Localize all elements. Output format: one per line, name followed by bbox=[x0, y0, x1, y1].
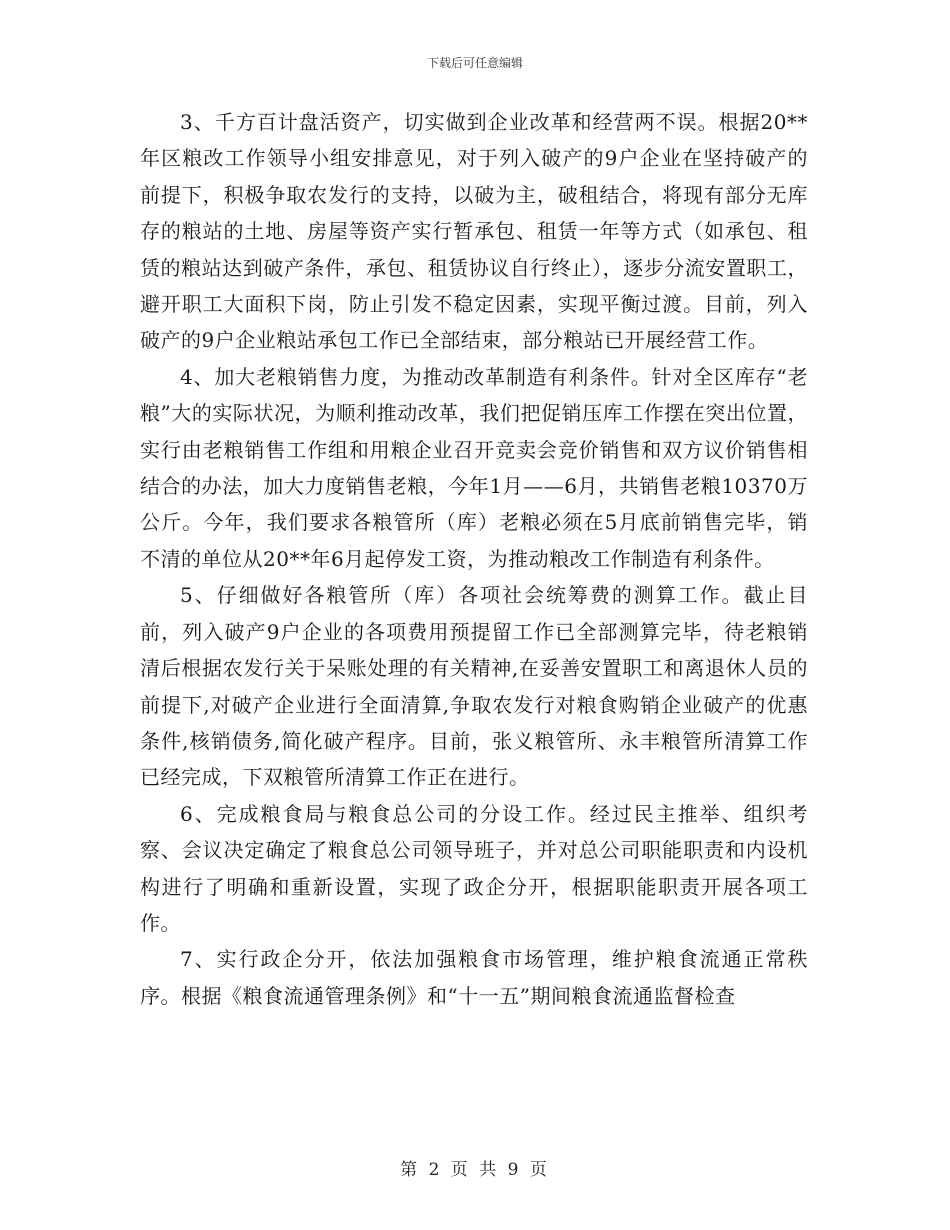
paragraph-3: 3、千方百计盘活资产，切实做到企业改革和经营两不误。根据20**年区粮改工作领导小组安排意见，对于列入破产的9户企业在坚持破产的前提下，积极争取农发行的支持，以破为主，破租结合，将现有部分无库存的粮站的土地、房屋等资产实行暂承包、租赁一年等方式（如承包、租赁的粮站达到破产条件，承包、租赁协议自行终止），逐步分流安置职工，避开职工大面积下岗，防止引发不稳定因素，实现平衡过渡。目前，列入破产的9户企业粮站承包工作已全部结束，部分粮站已开展经营工作。 bbox=[140, 110, 808, 353]
page-header: 下载后可任意编辑 bbox=[426, 56, 523, 70]
page-number: 第 2 页 共 9 页 bbox=[400, 1160, 550, 1180]
paragraph-4: 4、加大老粮销售力度，为推动改革制造有利条件。针对全区库存“老粮”大的实际状况，为顺利推动改革，我们把促销压库工作摆在突出位置，实行由老粮销售工作组和用粮企业召开竞卖会竞价销售和双方议价销售相结合的办法，加大力度销售老粮，今年1月——6月，共销售老粮10370万公斤。今年，我们要求各粮管所（库）老粮必须在5月底前销售完毕，销不清的单位从20**年6月起停发工资，为推动粮改工作制造有利条件。 bbox=[140, 364, 808, 571]
paragraph-5: 5、仔细做好各粮管所（库）各项社会统筹费的测算工作。截止目前，列入破产9户企业的各项费用预提留工作已全部测算完毕，待老粮销清后根据农发行关于呆账处理的有关精神,在妥善安置职工和离退休人员的前提下,对破产企业进行全面清算,争取农发行对粮食购销企业破产的优惠条件,核销债务,简化破产程序。目前，张义粮管所、永丰粮管所清算工作已经完成，下双粮管所清算工作正在进行。 bbox=[140, 583, 808, 790]
paragraph-7: 7、实行政企分开，依法加强粮食市场管理，维护粮食流通正常秩序。根据《粮食流通管理条例》和“十一五”期间粮食流通监督检查 bbox=[140, 947, 808, 1008]
paragraph-6: 6、完成粮食局与粮食总公司的分设工作。经过民主推举、组织考察、会议决定确定了粮食总公司领导班子，并对总公司职能职责和内设机构进行了明确和重新设置，实现了政企分开，根据职能职责开展各项工作。 bbox=[140, 801, 808, 935]
document-body bbox=[140, 104, 808, 1014]
